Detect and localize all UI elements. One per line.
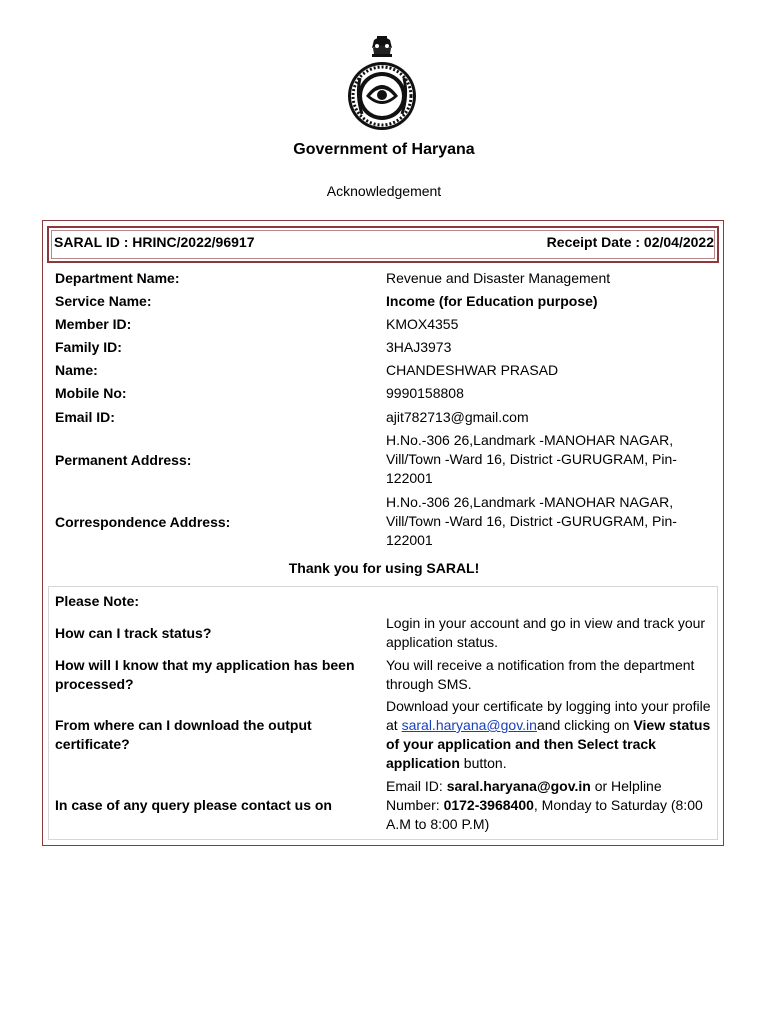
permanent-address-label: Permanent Address: bbox=[55, 452, 192, 468]
name-value: CHANDESHWAR PRASAD bbox=[386, 362, 559, 378]
member-id-label: Member ID: bbox=[55, 316, 132, 332]
member-id-value: KMOX4355 bbox=[386, 316, 459, 332]
download-answer bbox=[386, 697, 716, 773]
contact-helpline: 0172-3968400 bbox=[443, 797, 534, 813]
family-id-value: 3HAJ3973 bbox=[386, 339, 452, 355]
mobile-label: Mobile No: bbox=[55, 385, 127, 401]
email-value: ajit782713@gmail.com bbox=[386, 409, 529, 425]
saral-id: SARAL ID : HRINC/2022/96917 bbox=[54, 234, 255, 250]
thank-you-message: Thank you for using SARAL! bbox=[288, 560, 480, 576]
contact-email-prefix: Email ID: bbox=[386, 778, 447, 794]
download-answer-prefix: Download your certificate by logging into your profile at bbox=[386, 698, 711, 733]
family-id-label: Family ID: bbox=[55, 339, 122, 355]
service-value: Income (for Education purpose) bbox=[386, 293, 598, 309]
permanent-address-value: H.No.-306 26,Landmark -MANOHAR NAGAR, Vill/Town -Ward 16, District -GURUGRAM, Pin-122001 bbox=[386, 432, 677, 486]
correspondence-address-label: Correspondence Address: bbox=[55, 514, 231, 530]
name-label: Name: bbox=[55, 362, 98, 378]
page-title: Government of Haryana bbox=[293, 141, 475, 158]
correspondence-address-value: H.No.-306 26,Landmark -MANOHAR NAGAR, Vill/Town -Ward 16, District -GURUGRAM, Pin-122001 bbox=[386, 494, 677, 548]
track-question: How can I track status? bbox=[55, 625, 212, 641]
mobile-value: 9990158808 bbox=[386, 385, 464, 401]
download-question: From where can I download the output certificate? bbox=[55, 717, 312, 752]
department-value: Revenue and Disaster Management bbox=[386, 270, 611, 286]
page-subtitle: Acknowledgement bbox=[326, 183, 442, 199]
receipt-date: Receipt Date : 02/04/2022 bbox=[546, 234, 714, 250]
download-answer-mid: and clicking on bbox=[536, 717, 634, 733]
processed-question: How will I know that my application has been processed? bbox=[55, 657, 355, 692]
service-label: Service Name: bbox=[55, 293, 152, 309]
contact-hours: , Monday to Saturday (8:00 A.M to 8:00 P.M) bbox=[386, 797, 703, 832]
department-label: Department Name: bbox=[55, 270, 180, 286]
contact-answer bbox=[386, 777, 716, 834]
contact-question: In case of any query please contact us on bbox=[55, 797, 332, 813]
notes-heading: Please Note: bbox=[55, 593, 140, 609]
contact-email: saral.haryana@gov.in bbox=[446, 778, 591, 794]
download-answer-suffix: button. bbox=[459, 755, 507, 771]
haryana-emblem-icon bbox=[346, 34, 418, 142]
email-label: Email ID: bbox=[55, 409, 115, 425]
saral-email-link[interactable]: saral.haryana@gov.in bbox=[401, 717, 537, 733]
processed-answer: You will receive a notification from the department through SMS. bbox=[386, 657, 695, 692]
download-answer-bold: View status of your application and then Select track application bbox=[386, 717, 711, 771]
track-answer: Login in your account and go in view and track your application status. bbox=[386, 615, 706, 650]
contact-helpline-prefix: or Helpline Number: bbox=[386, 778, 662, 813]
